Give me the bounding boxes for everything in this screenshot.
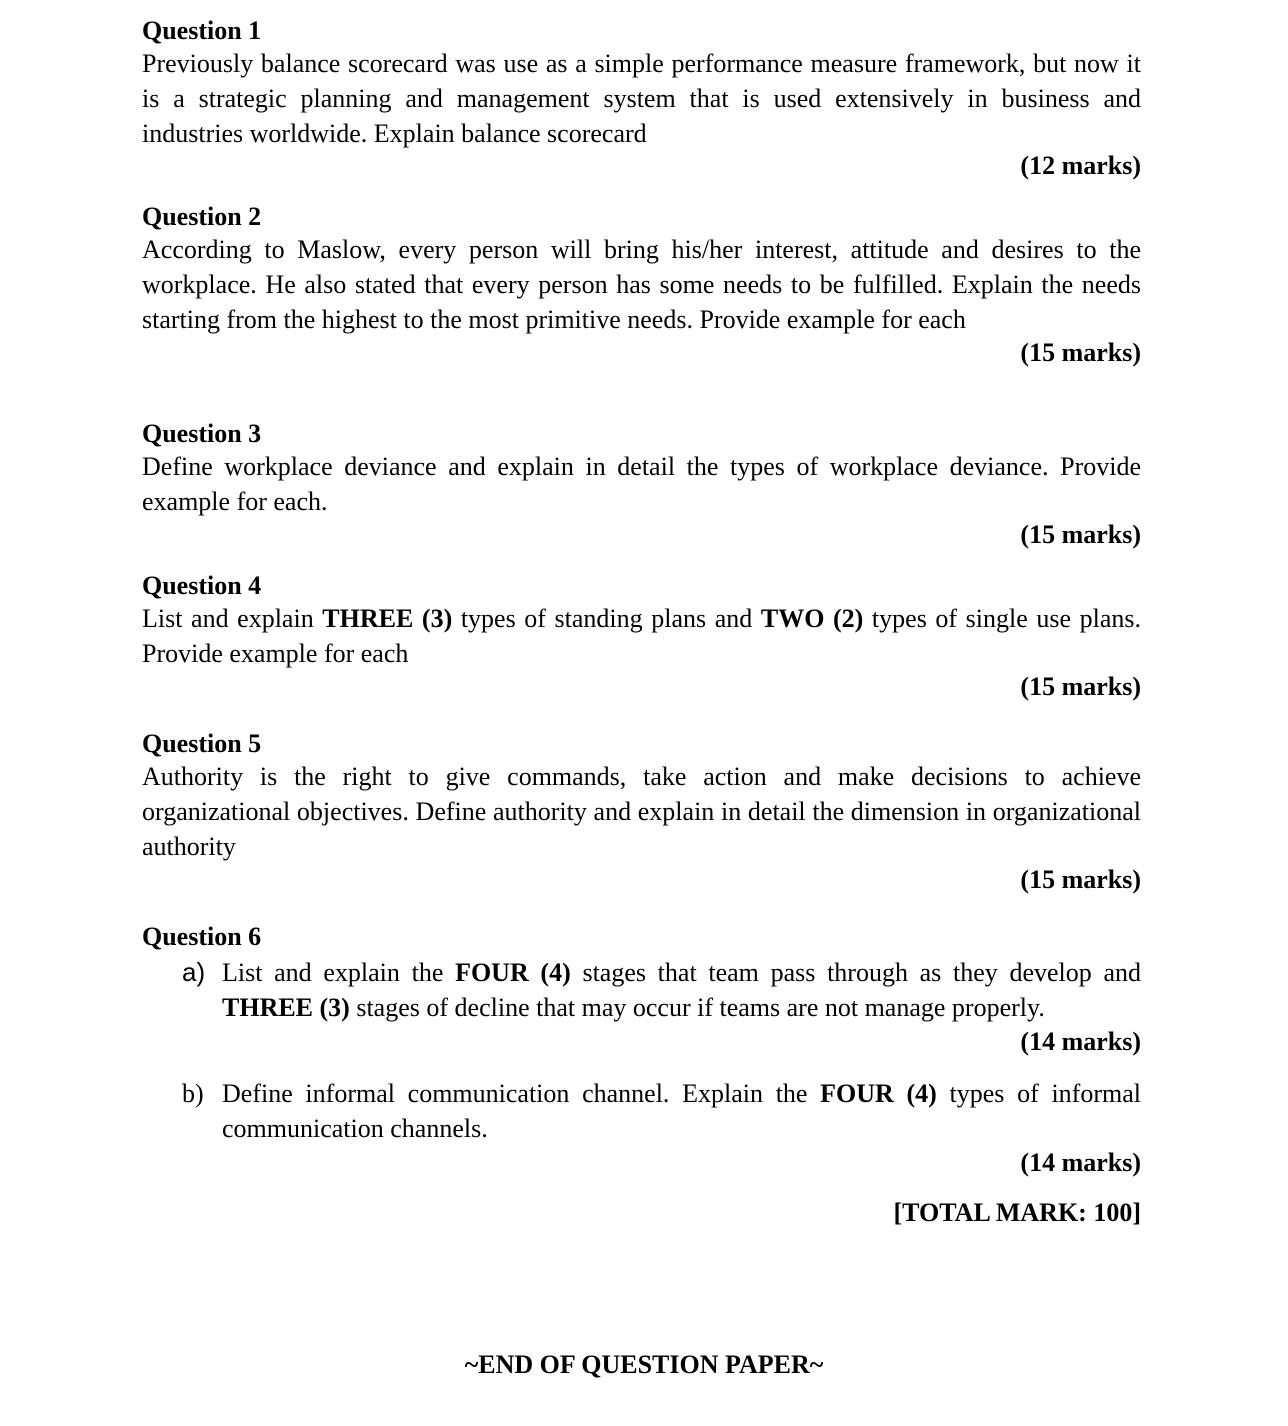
question-5-title: Question 5 — [142, 729, 262, 758]
question-4-text-2: types of standing plans and — [452, 604, 761, 633]
question-3-title: Question 3 — [142, 419, 262, 448]
question-6-part-b-letter: b) — [182, 1079, 204, 1108]
question-4-emphasis-three: THREE (3) — [322, 604, 453, 633]
question-6-part-a-text-1: List and explain the — [222, 958, 456, 987]
question-5 — [142, 729, 1141, 864]
question-6-part-b-marks: (14 marks) — [1020, 1148, 1141, 1177]
question-3-marks: (15 marks) — [1020, 520, 1141, 549]
question-4 — [142, 571, 1141, 671]
question-4-marks: (15 marks) — [1020, 672, 1141, 701]
question-5-marks: (15 marks) — [1020, 865, 1141, 894]
question-6-part-a-emphasis-four: FOUR (4) — [455, 958, 571, 987]
question-2-text: According to Maslow, every person will bring his/her interest, attitude and desires to the workplace. He also stated that every person has some needs to be fulfilled. Explain the needs starting from the highest to the most primitive needs. Provide example for each — [142, 235, 1141, 334]
question-6-part-b-text-2: types of informal communication channels. — [222, 1079, 1141, 1143]
question-3 — [142, 419, 1141, 519]
total-mark: [TOTAL MARK: 100] — [893, 1198, 1141, 1227]
question-6-part-a-emphasis-three: THREE (3) — [222, 993, 350, 1022]
question-6-title: Question 6 — [142, 922, 262, 951]
question-6-part-b-text-1: Define informal communication channel. Explain the — [222, 1079, 821, 1108]
question-6-part-a-text-2: stages that team pass through as they develop and — [570, 958, 1141, 987]
question-4-text-3: types of single use plans. Provide example for each — [142, 604, 1141, 668]
question-6-part-a-marks: (14 marks) — [1020, 1027, 1141, 1056]
question-6-part-a-text-3: stages of decline that may occur if teams are not manage properly. — [349, 993, 1045, 1022]
question-6-part-a-letter: a) — [182, 957, 206, 987]
question-2-title: Question 2 — [142, 202, 262, 231]
question-1-title: Question 1 — [142, 16, 262, 45]
end-of-paper: ~END OF QUESTION PAPER~ — [464, 1350, 824, 1379]
question-6 — [142, 922, 1141, 952]
question-2-marks: (15 marks) — [1020, 338, 1141, 367]
question-2 — [142, 202, 1141, 337]
question-5-text: Authority is the right to give commands, take action and make decisions to achieve organizational objectives. Define authority and explain in detail the dimension in organizational authority — [142, 762, 1141, 861]
question-4-text-1: List and explain — [142, 604, 323, 633]
question-1 — [142, 16, 1141, 151]
question-6-part-a-text — [222, 955, 1141, 1025]
question-4-title: Question 4 — [142, 571, 262, 600]
question-3-text: Define workplace deviance and explain in detail the types of workplace deviance. Provide example for each. — [142, 452, 1141, 516]
question-4-emphasis-two: TWO (2) — [760, 604, 864, 633]
question-4-text — [142, 601, 1141, 671]
question-1-text: Previously balance scorecard was use as a simple performance measure framework, but now it is a strategic planning and management system that is used extensively in business and industries worldwide. Explain balance scorecard — [142, 49, 1141, 148]
question-6-part-b-text — [222, 1076, 1141, 1146]
question-1-marks: (12 marks) — [1020, 151, 1141, 180]
question-6-part-b-emphasis-four: FOUR (4) — [820, 1079, 937, 1108]
